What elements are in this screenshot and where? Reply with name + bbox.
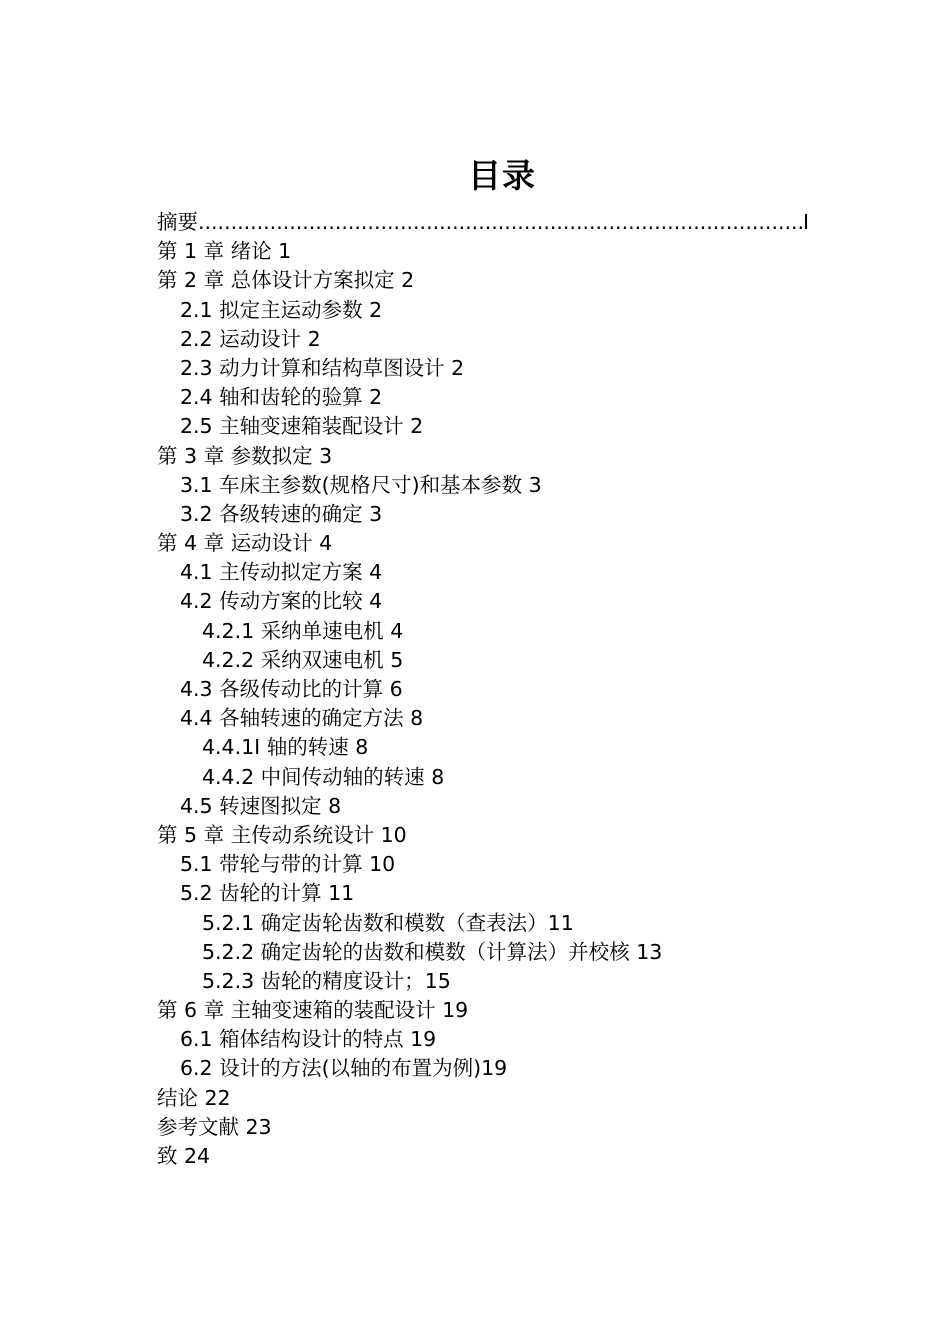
- toc-entry[interactable]: 2.5 主轴变速箱装配设计 2: [180, 414, 424, 439]
- toc-entry[interactable]: 5.2.1 确定齿轮齿数和模数（查表法）11: [202, 910, 574, 935]
- toc-entry[interactable]: 致 24: [157, 1144, 211, 1168]
- toc-entry[interactable]: 3.1 车床主参数(规格尺寸)和基本参数 3: [180, 472, 542, 497]
- page-title: 目录: [468, 156, 536, 195]
- toc-entry[interactable]: 第 6 章 主轴变速箱的装配设计 19: [157, 998, 469, 1023]
- toc-entry[interactable]: 6.1 箱体结构设计的特点 19: [180, 1027, 437, 1052]
- toc-entry[interactable]: 4.1 主传动拟定方案 4: [180, 560, 383, 585]
- toc-dot-leader: [198, 208, 803, 237]
- toc-entry[interactable]: 2.4 轴和齿轮的验算 2: [180, 385, 383, 410]
- toc-entry[interactable]: 4.4 各轴转速的确定方法 8: [180, 706, 424, 731]
- toc-entry[interactable]: 第 3 章 参数拟定 3: [157, 443, 333, 468]
- toc-entry[interactable]: 2.3 动力计算和结构草图设计 2: [180, 355, 465, 380]
- toc-entry[interactable]: 5.1 带轮与带的计算 10: [180, 852, 396, 877]
- toc-entry-page: I: [802, 210, 809, 234]
- toc-entry[interactable]: 3.2 各级转速的确定 3: [180, 501, 383, 526]
- toc-entry[interactable]: 5.2.2 确定齿轮的齿数和模数（计算法）并校核 13: [202, 939, 663, 964]
- toc-entry-label: 摘要: [157, 210, 198, 234]
- table-of-contents: [157, 208, 817, 1171]
- toc-entry[interactable]: 第 5 章 主传动系统设计 10: [157, 822, 407, 847]
- toc-entry[interactable]: 第 1 章 绪论 1: [157, 239, 292, 264]
- toc-entry[interactable]: 5.2.3 齿轮的精度设计；15: [202, 968, 451, 993]
- toc-entry-abstract[interactable]: [157, 208, 809, 237]
- toc-entry[interactable]: 6.2 设计的方法(以轴的布置为例)19: [180, 1056, 508, 1081]
- toc-entry[interactable]: 2.2 运动设计 2: [180, 326, 321, 351]
- toc-entry[interactable]: 4.2.1 采纳单速电机 4: [202, 618, 404, 643]
- toc-entry[interactable]: 4.5 转速图拟定 8: [180, 793, 342, 818]
- toc-entry[interactable]: 5.2 齿轮的计算 11: [180, 881, 355, 906]
- toc-entry[interactable]: 第 4 章 运动设计 4: [157, 531, 333, 556]
- toc-entry[interactable]: 4.2 传动方案的比较 4: [180, 589, 383, 614]
- toc-entry[interactable]: 第 2 章 总体设计方案拟定 2: [157, 268, 415, 293]
- toc-entry[interactable]: 4.4.1I 轴的转速 8: [202, 735, 369, 760]
- toc-entry[interactable]: 4.2.2 采纳双速电机 5: [202, 647, 404, 672]
- toc-entry[interactable]: 结论 22: [157, 1085, 231, 1110]
- toc-entry[interactable]: 参考文献 23: [157, 1114, 272, 1139]
- toc-entry[interactable]: 4.4.2 中间传动轴的转速 8: [202, 764, 445, 789]
- toc-entry[interactable]: 4.3 各级传动比的计算 6: [180, 677, 403, 701]
- toc-entry[interactable]: 2.1 拟定主运动参数 2: [180, 297, 383, 322]
